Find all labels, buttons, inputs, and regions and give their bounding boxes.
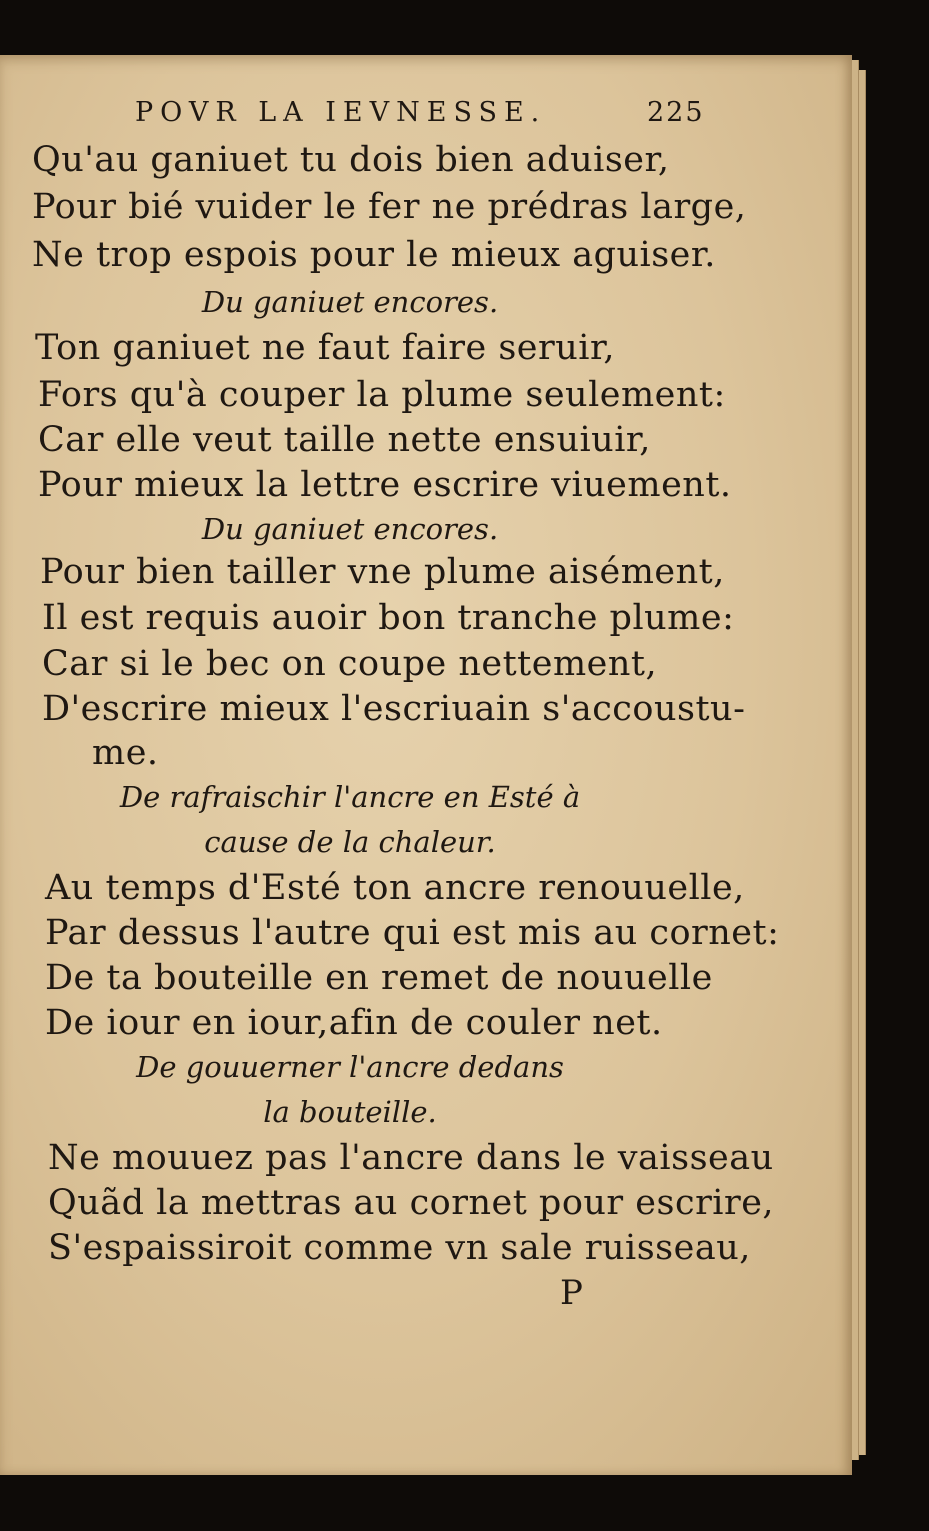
section-heading: De rafraischir l'ancre en Esté à	[119, 780, 581, 814]
verse-line: De ta bouteille en remet de nouuelle	[45, 958, 713, 998]
section-heading: la bouteille.	[263, 1095, 437, 1129]
page-edge	[852, 60, 859, 1460]
verse-line: Qu'au ganiuet tu dois bien aduiser,	[32, 140, 670, 180]
verse-line: S'espaissiroit comme vn sale ruisseau,	[48, 1228, 751, 1268]
verse-line: Par dessus l'autre qui est mis au cornet:	[45, 913, 780, 953]
verse-line: Ne trop espois pour le mieux aguiser.	[32, 235, 716, 275]
verse-line: D'escrire mieux l'escriuain s'accoustu-	[42, 689, 746, 729]
section-heading: Du ganiuet encores.	[201, 285, 499, 319]
verse-line: Pour bien tailler vne plume aisément,	[40, 552, 725, 592]
verse-line: Il est requis auoir bon tranche plume:	[42, 598, 735, 638]
verse-line: Quãd la mettras au cornet pour escrire,	[48, 1183, 775, 1223]
book-page	[0, 55, 852, 1475]
verse-line: Au temps d'Esté ton ancre renouuelle,	[45, 868, 745, 908]
verse-line: Pour mieux la lettre escrire viuement.	[38, 465, 732, 505]
verse-line: De iour en iour,afin de couler net.	[45, 1003, 663, 1043]
section-heading: Du ganiuet encores.	[201, 512, 499, 546]
page-number: 225	[647, 97, 705, 128]
running-title: POVR LA IEVNESSE.	[135, 97, 547, 128]
verse-line: Fors qu'à couper la plume seulement:	[38, 375, 726, 415]
verse-line: me.	[92, 733, 159, 773]
page-header	[135, 97, 735, 137]
section-heading: De gouuerner l'ancre dedans	[136, 1050, 564, 1084]
section-heading: cause de la chaleur.	[204, 825, 496, 859]
verse-line: Car elle veut taille nette ensuiuir,	[38, 420, 651, 460]
page-text	[0, 55, 852, 1475]
verse-line: Pour bié vuider le fer ne prédras large,	[32, 187, 747, 227]
signature-mark: P	[560, 1273, 583, 1313]
verse-line: Ne mouuez pas l'ancre dans le vaisseau	[48, 1138, 774, 1178]
verse-line: Ton ganiuet ne faut faire seruir,	[35, 328, 615, 368]
verse-line: Car si le bec on coupe nettement,	[42, 644, 658, 684]
page-edge	[859, 70, 866, 1455]
